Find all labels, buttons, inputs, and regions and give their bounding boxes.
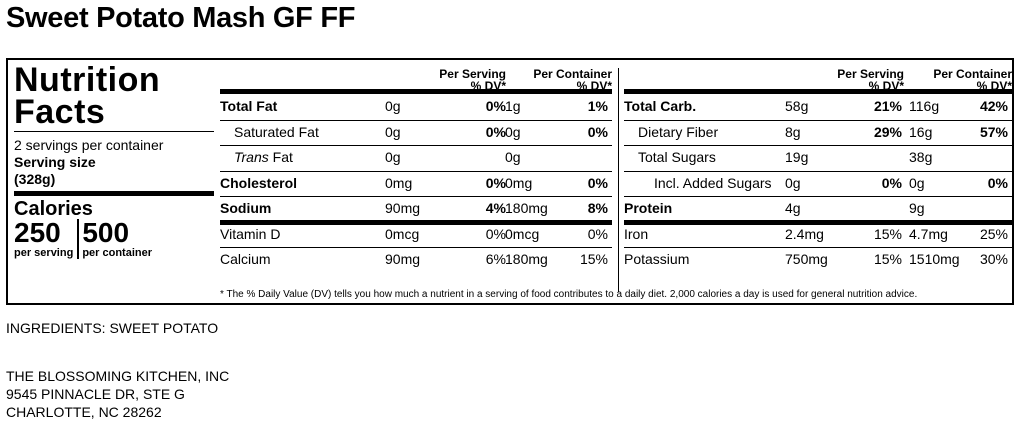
c-amt-value: 16g bbox=[909, 123, 933, 140]
per-serving-header: Per Serving bbox=[439, 67, 506, 81]
nutrient-row bbox=[624, 171, 1012, 196]
nutrition-facts-panel bbox=[6, 58, 1014, 305]
c-amt-value: 0mcg bbox=[505, 225, 540, 242]
c-amt-value: 180mg bbox=[505, 251, 548, 267]
c-dv-value: 8% bbox=[587, 200, 608, 216]
c-amt-value: 38g bbox=[909, 149, 933, 165]
s-dv-value: 0% bbox=[881, 174, 902, 191]
nutrition-heading-2: Facts bbox=[14, 93, 106, 131]
address-line-3: CHARLOTTE, NC 28262 bbox=[6, 404, 162, 420]
nutrient-row bbox=[220, 120, 612, 145]
nutrient-row bbox=[220, 145, 612, 170]
nutrition-heading-1: Nutrition bbox=[14, 61, 161, 99]
nutrient-row bbox=[220, 196, 612, 221]
s-amt-value: 19g bbox=[785, 149, 809, 165]
s-dv-value: 15% bbox=[873, 225, 902, 242]
nutrient-name: Cholesterol bbox=[220, 174, 298, 191]
address-line-2: 9545 PINNACLE DR, STE G bbox=[6, 386, 185, 402]
nutrient-name: Incl. Added Sugars bbox=[654, 174, 772, 191]
s-amt-value: 0mg bbox=[385, 174, 413, 191]
s-amt-value: 0g bbox=[785, 174, 801, 191]
nutrient-name: Total Fat bbox=[220, 98, 278, 114]
s-amt-value: 0g bbox=[385, 98, 401, 114]
nutrient-name: Vitamin D bbox=[220, 225, 281, 242]
per-serving-header: Per Serving bbox=[837, 67, 904, 81]
per-serving-dv-header: % DV* bbox=[470, 79, 506, 93]
per-container-header: Per Container bbox=[933, 67, 1012, 81]
s-amt-value: 2.4mg bbox=[785, 225, 824, 242]
s-amt-value: 90mg bbox=[385, 200, 421, 216]
nutrient-table-right bbox=[624, 68, 1012, 288]
s-dv-value: 0% bbox=[485, 98, 506, 114]
c-amt-value: 0g bbox=[505, 149, 521, 165]
c-amt-value: 0mg bbox=[505, 174, 533, 191]
s-amt-value: 0mcg bbox=[385, 225, 420, 242]
per-container-dv-header: % DV* bbox=[576, 79, 612, 93]
calories-per-container-label: per container bbox=[82, 247, 152, 259]
s-amt-value: 58g bbox=[785, 98, 809, 114]
c-dv-value: 1% bbox=[587, 98, 608, 114]
c-amt-value: 0g bbox=[909, 174, 925, 191]
nutrient-row bbox=[220, 222, 612, 247]
c-amt-value: 1510mg bbox=[909, 251, 960, 267]
serving-size-value: (328g) bbox=[14, 171, 56, 187]
nutrient-name: Calcium bbox=[220, 251, 271, 267]
s-amt-value: 8g bbox=[785, 123, 801, 140]
c-dv-value: 30% bbox=[979, 251, 1008, 267]
c-amt-value: 0g bbox=[505, 123, 521, 140]
nutrient-name: Total Carb. bbox=[624, 98, 697, 114]
c-dv-value: 0% bbox=[587, 225, 608, 242]
calories-per-serving: 250 bbox=[14, 217, 61, 248]
c-dv-value: 25% bbox=[979, 225, 1008, 242]
c-dv-value: 0% bbox=[987, 174, 1008, 191]
nutrient-row bbox=[220, 171, 612, 196]
nutrient-name: Saturated Fat bbox=[234, 123, 319, 140]
calories-per-serving-label: per serving bbox=[14, 247, 74, 259]
c-amt-value: 180mg bbox=[505, 200, 548, 216]
daily-value-footnote: * The % Daily Value (DV) tells you how much a nutrient in a serving of food contributes to a daily diet. 2,000 calories a day is used for general nutrition advice. bbox=[220, 289, 918, 300]
nutrient-name: Protein bbox=[624, 200, 673, 216]
serving-size-label: Serving size bbox=[14, 154, 96, 170]
calories-label: Calories bbox=[14, 198, 93, 220]
nutrient-name: Sodium bbox=[220, 200, 272, 216]
c-amt-value: 1g bbox=[505, 98, 521, 114]
calories-values bbox=[14, 219, 214, 259]
s-dv-value: 21% bbox=[873, 98, 902, 114]
nutrient-row bbox=[220, 247, 612, 272]
product-title: Sweet Potato Mash GF FF bbox=[6, 2, 356, 34]
s-dv-value: 0% bbox=[485, 123, 506, 140]
s-amt-value: 90mg bbox=[385, 251, 421, 267]
s-dv-value: 6% bbox=[485, 251, 506, 267]
c-dv-value: 0% bbox=[587, 123, 608, 140]
nutrient-name: Trans Fat bbox=[234, 149, 293, 165]
s-amt-value: 4g bbox=[785, 200, 801, 216]
nutrient-name: Dietary Fiber bbox=[638, 123, 719, 140]
nutrient-row bbox=[624, 196, 1012, 221]
ingredients: INGREDIENTS: SWEET POTATO bbox=[6, 320, 219, 336]
c-dv-value: 57% bbox=[979, 123, 1008, 140]
s-dv-value: 0% bbox=[485, 174, 506, 191]
s-amt-value: 0g bbox=[385, 149, 401, 165]
c-dv-value: 15% bbox=[579, 251, 608, 267]
calories-per-container: 500 bbox=[82, 217, 130, 248]
nutrient-row bbox=[624, 120, 1012, 145]
c-amt-value: 116g bbox=[909, 98, 940, 114]
per-container-header: Per Container bbox=[533, 67, 612, 81]
nutrient-row bbox=[624, 247, 1012, 272]
divider bbox=[14, 131, 214, 132]
nutrient-row bbox=[624, 94, 1012, 119]
s-dv-value: 4% bbox=[485, 200, 506, 216]
nutrient-table-left bbox=[220, 68, 612, 288]
c-dv-value: 0% bbox=[587, 174, 608, 191]
servings-per-container: 2 servings per container bbox=[14, 137, 164, 153]
s-dv-value: 29% bbox=[873, 123, 902, 140]
s-amt-value: 0g bbox=[385, 123, 401, 140]
divider-thick bbox=[14, 191, 214, 196]
per-container-dv-header: % DV* bbox=[976, 79, 1012, 93]
c-amt-value: 4.7mg bbox=[909, 225, 948, 242]
nutrient-row bbox=[624, 145, 1012, 170]
nutrient-row bbox=[220, 94, 612, 119]
s-dv-value: 0% bbox=[485, 225, 506, 242]
nutrition-summary bbox=[14, 61, 214, 259]
s-dv-value: 15% bbox=[873, 251, 902, 267]
nutrient-row bbox=[624, 222, 1012, 247]
s-amt-value: 750mg bbox=[785, 251, 828, 267]
column-divider bbox=[618, 68, 619, 292]
nutrient-name: Total Sugars bbox=[638, 149, 716, 165]
per-serving-dv-header: % DV* bbox=[868, 79, 904, 93]
nutrient-name: Iron bbox=[624, 225, 649, 242]
c-dv-value: 42% bbox=[979, 98, 1008, 114]
nutrient-name: Potassium bbox=[624, 251, 690, 267]
c-amt-value: 9g bbox=[909, 200, 925, 216]
address-line-1: THE BLOSSOMING KITCHEN, INC bbox=[6, 368, 230, 384]
